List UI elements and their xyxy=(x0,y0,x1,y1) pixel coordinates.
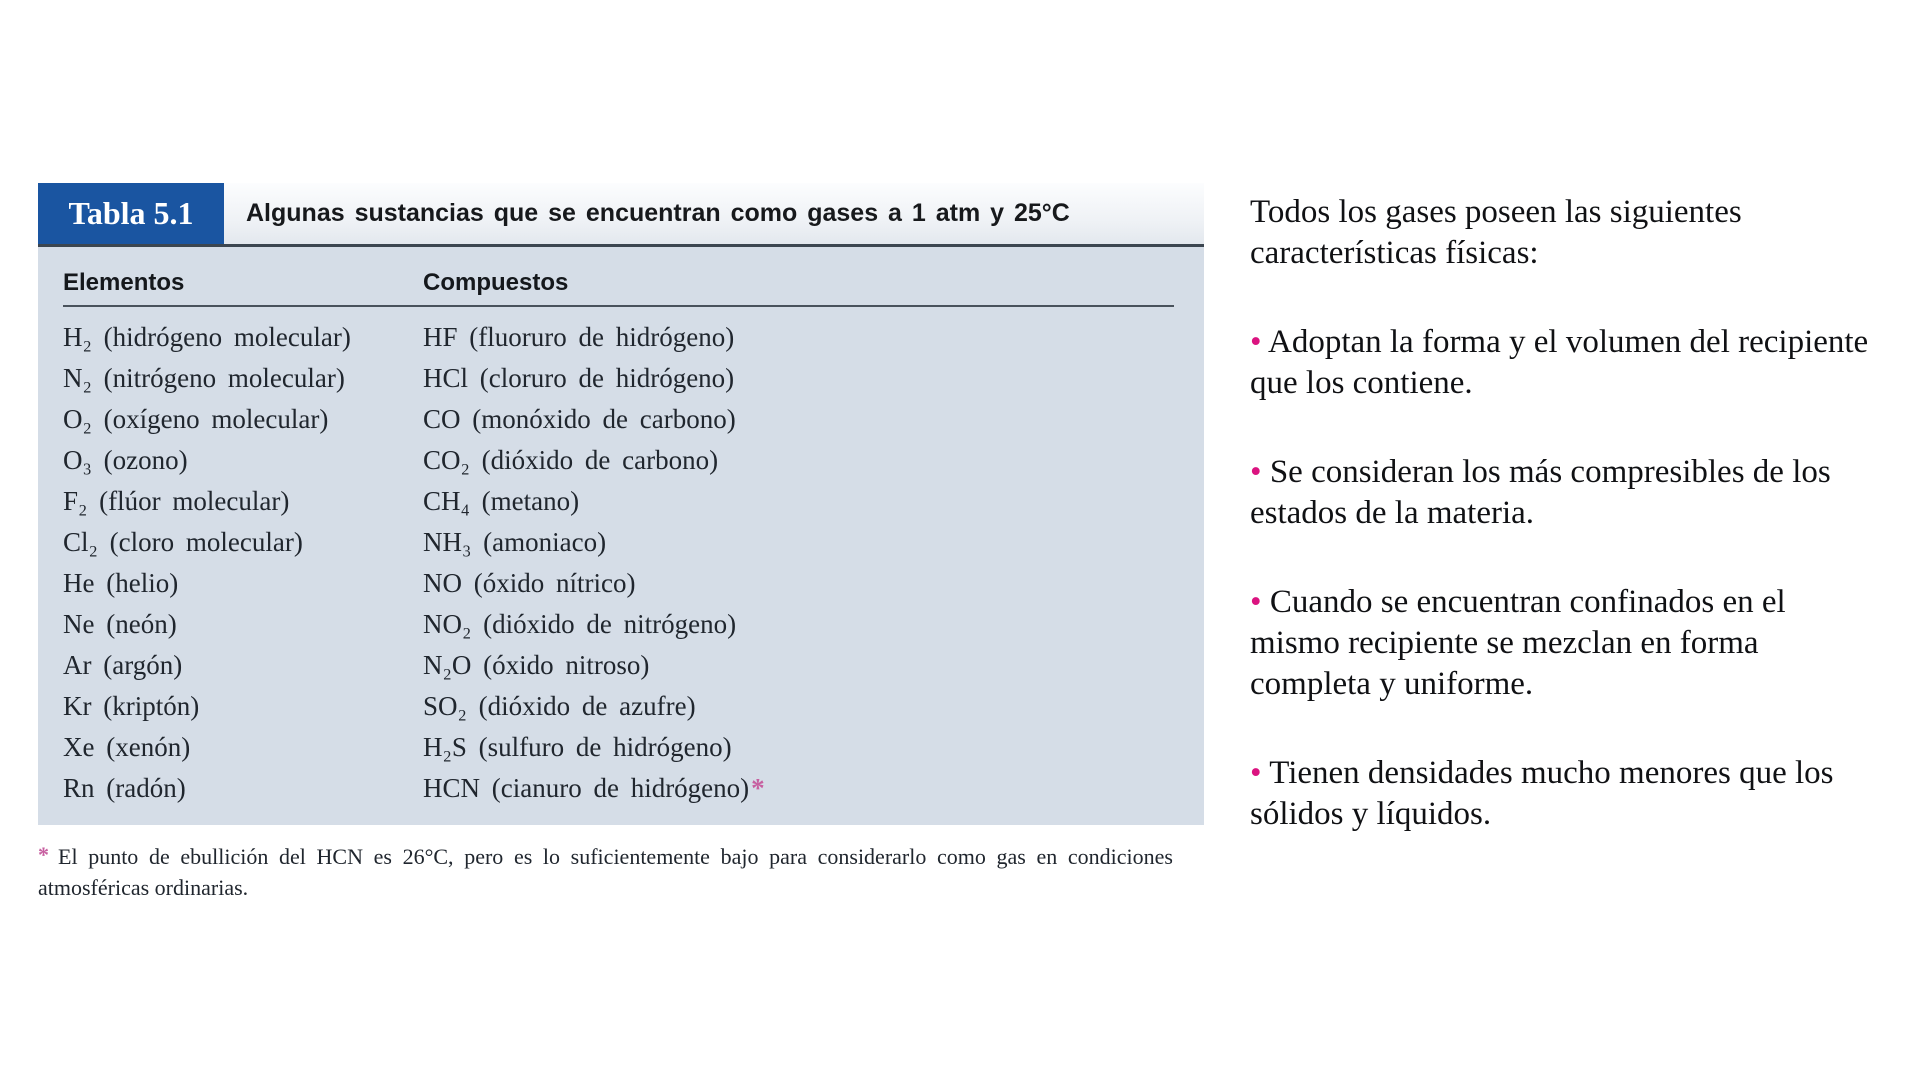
table-row xyxy=(38,768,1204,809)
footnote-asterisk: * xyxy=(38,842,49,867)
table-row xyxy=(38,440,1204,481)
table-rows xyxy=(38,317,1204,809)
column-header-compuestos: Compuestos xyxy=(423,269,569,296)
compound-cell: HCl (cloruro de hidrógeno) xyxy=(423,363,735,393)
bullet-list xyxy=(1250,322,1875,835)
table-row xyxy=(38,563,1204,604)
table-row xyxy=(38,358,1204,399)
element-cell: He (helio) xyxy=(63,568,179,598)
compound-asterisk: * xyxy=(751,773,765,803)
table-figure xyxy=(38,183,1204,903)
header-divider xyxy=(63,305,1174,307)
compound-cell: CH₄ (metano) xyxy=(423,486,580,516)
compound-cell: NO₂ (dióxido de nitrógeno) xyxy=(423,609,737,639)
table-footnote xyxy=(38,839,1173,903)
notes-panel xyxy=(1250,192,1875,883)
element-cell: O₃ (ozono) xyxy=(63,445,188,475)
element-cell: H₂ (hidrógeno molecular) xyxy=(63,322,351,352)
bullet-dot-icon: • xyxy=(1250,755,1262,791)
table-header-bar xyxy=(38,183,1204,247)
table-row xyxy=(38,645,1204,686)
bullet-item: • Se consideran los más compresibles de los estados de la materia. xyxy=(1250,454,1831,531)
bullet-dot-icon: • xyxy=(1250,324,1262,360)
compound-cell: CO₂ (dióxido de carbono) xyxy=(423,445,719,475)
element-cell: F₂ (flúor molecular) xyxy=(63,486,290,516)
compound-cell: NO (óxido nítrico) xyxy=(423,568,636,598)
element-cell: Cl₂ (cloro molecular) xyxy=(63,527,303,557)
compound-cell: SO₂ (dióxido de azufre) xyxy=(423,691,696,721)
table-row xyxy=(38,317,1204,358)
table-row xyxy=(38,522,1204,563)
table-tab-label: Tabla 5.1 xyxy=(68,195,194,231)
element-cell: Kr (kriptón) xyxy=(63,691,200,721)
element-cell: Ar (argón) xyxy=(63,650,183,680)
footnote-text: El punto de ebullición del HCN es 26°C, pero es lo suficientemente bajo para considerarlo como gas en condiciones atmosféricas ordinarias. xyxy=(38,844,1173,900)
bullet-dot-icon: • xyxy=(1250,584,1262,620)
element-cell: Ne (neón) xyxy=(63,609,177,639)
table-row xyxy=(38,399,1204,440)
element-cell: N₂ (nitrógeno molecular) xyxy=(63,363,345,393)
compound-cell: CO (monóxido de carbono) xyxy=(423,404,736,434)
table-row xyxy=(38,686,1204,727)
table-row xyxy=(38,727,1204,768)
compound-cell: HCN (cianuro de hidrógeno)* xyxy=(423,773,765,803)
column-headers xyxy=(38,263,1204,303)
compound-cell: H₂S (sulfuro de hidrógeno) xyxy=(423,732,732,762)
element-cell: O₂ (oxígeno molecular) xyxy=(63,404,329,434)
table-row xyxy=(38,604,1204,645)
notes-intro: Todos los gases poseen las siguientes características físicas: xyxy=(1250,194,1742,271)
bullet-item: • Tienen densidades mucho menores que los sólidos y líquidos. xyxy=(1250,755,1834,832)
compound-cell: NH₃ (amoniaco) xyxy=(423,527,607,557)
column-header-elementos: Elementos xyxy=(63,269,185,296)
table-title: Algunas sustancias que se encuentran como gases a 1 atm y 25°C xyxy=(246,199,1070,227)
element-cell: Xe (xenón) xyxy=(63,732,191,762)
bullet-item: • Cuando se encuentran confinados en el mismo recipiente se mezclan en forma completa y uniforme. xyxy=(1250,584,1786,702)
bullet-dot-icon: • xyxy=(1250,454,1262,490)
bullet-item: • Adoptan la forma y el volumen del recipiente que los contiene. xyxy=(1250,324,1869,401)
table-body xyxy=(38,247,1204,825)
element-cell: Rn (radón) xyxy=(63,773,186,803)
table-title-bar xyxy=(224,183,1204,244)
table-tab xyxy=(38,183,224,244)
table-row xyxy=(38,481,1204,522)
compound-cell: N₂O (óxido nitroso) xyxy=(423,650,650,680)
compound-cell: HF (fluoruro de hidrógeno) xyxy=(423,322,735,352)
